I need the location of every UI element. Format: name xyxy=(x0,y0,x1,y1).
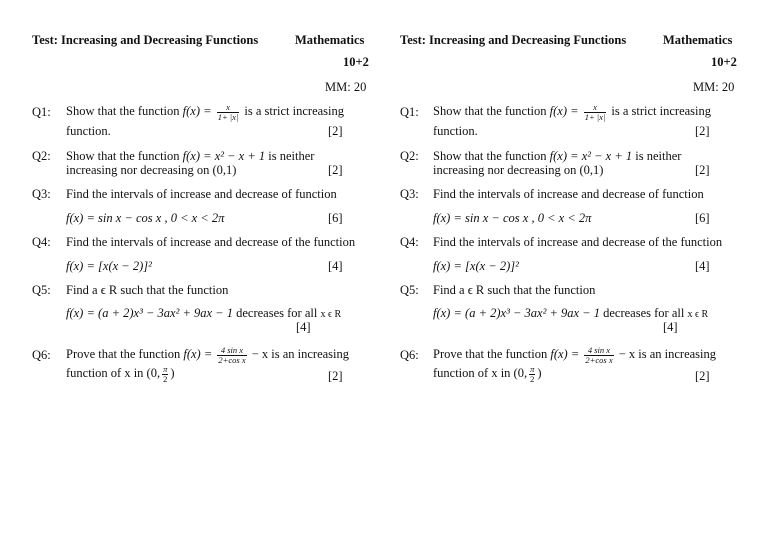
math-expression: f(x) = [x(x − 2)]² xyxy=(433,259,519,273)
question-6-line-2: function of x in (0, $\frac{\pi}{2}$ ) xyxy=(66,364,175,384)
fraction: $\frac{x}{1+ |x|}$ xyxy=(584,102,606,122)
question-number: Q4: xyxy=(32,235,51,249)
question-5-line-2: f(x) = (a + 2)x³ − 3ax² + 9ax − 1 decreases for all x ϵ R xyxy=(433,306,709,320)
math-expression: f(x) = (a + 2)x³ − 3ax² + 9ax − 1 xyxy=(66,306,233,320)
question-1-line-1: Show that the function f(x) = $\frac{x}{1+ |x|}$ is a strict increasing xyxy=(433,102,711,122)
question-number: Q3: xyxy=(400,187,419,201)
test-sheet-right xyxy=(400,0,745,543)
test-sheet-left xyxy=(32,0,377,543)
question-4-text: Find the intervals of increase and decrease of the function xyxy=(433,235,723,249)
question-6-line-1: Prove that the function f(x) = $\frac{\text{4 sin x}}{\text{2+cos x}}$ − x is an increasing xyxy=(433,345,717,365)
question-number: Q4: xyxy=(400,235,419,249)
math-expression: f(x) = sin x − cos x , 0 < x < 2π xyxy=(66,211,225,225)
question-3-text: Find the intervals of increase and decrease of function xyxy=(66,187,337,201)
question-6-line-1: Prove that the function f(x) = $\frac{\text{4 sin x}}{\text{2+cos x}}$ − x is an increasing xyxy=(66,345,350,365)
question-number: Q2: xyxy=(32,149,51,163)
question-number: Q5: xyxy=(400,283,419,297)
test-title: Test: Increasing and Decreasing Functions xyxy=(400,33,627,47)
marks: [4] xyxy=(663,320,678,334)
math-expression: f(x) = (a + 2)x³ − 3ax² + 9ax − 1 xyxy=(433,306,600,320)
question-number: Q3: xyxy=(32,187,51,201)
math-expression: f(x) = x² − x + 1 xyxy=(182,149,266,163)
question-number: Q1: xyxy=(400,105,419,119)
math-expression: f(x) = xyxy=(183,347,216,361)
marks: [2] xyxy=(695,163,710,177)
fraction: $\frac{\pi}{2}$ xyxy=(530,364,535,384)
question-5-text: Find a ϵ R such that the function xyxy=(433,283,596,297)
fraction: $\frac{\text{4 sin x}}{\text{2+cos x}}$ xyxy=(218,345,246,365)
math-expression: f(x) = xyxy=(549,104,582,118)
grade-label: 10+2 xyxy=(711,55,737,69)
marks: [2] xyxy=(328,163,343,177)
question-number: Q5: xyxy=(32,283,51,297)
question-6-line-2: function of x in (0, $\frac{\pi}{2}$ ) xyxy=(433,364,542,384)
fraction: $\frac{\text{4 sin x}}{\text{2+cos x}}$ xyxy=(585,345,613,365)
question-1-line-1: Show that the function f(x) = $\frac{x}{1+ |x|}$ is a strict increasing xyxy=(66,102,344,122)
question-number: Q6: xyxy=(400,348,419,362)
math-expression: f(x) = x² − x + 1 xyxy=(549,149,633,163)
marks: [4] xyxy=(328,259,343,273)
question-2-line-2: increasing nor decreasing on (0,1) xyxy=(433,163,604,177)
max-marks: MM: 20 xyxy=(693,80,735,94)
marks: [4] xyxy=(695,259,710,273)
question-2-line-2: increasing nor decreasing on (0,1) xyxy=(66,163,237,177)
marks: [2] xyxy=(328,369,343,383)
question-number: Q2: xyxy=(400,149,419,163)
fraction: $\frac{x}{1+ |x|}$ xyxy=(217,102,239,122)
question-number: Q6: xyxy=(32,348,51,362)
marks: [2] xyxy=(695,124,710,138)
question-number: Q1: xyxy=(32,105,51,119)
question-2-line-1: Show that the function f(x) = x² − x + 1 is neither xyxy=(66,149,315,163)
math-expression: f(x) = xyxy=(182,104,215,118)
question-4-text: Find the intervals of increase and decrease of the function xyxy=(66,235,356,249)
marks: [2] xyxy=(695,369,710,383)
subject-label: Mathematics xyxy=(663,33,733,47)
marks: [6] xyxy=(328,211,343,225)
question-5-line-2: f(x) = (a + 2)x³ − 3ax² + 9ax − 1 decreases for all x ϵ R xyxy=(66,306,342,320)
grade-label: 10+2 xyxy=(343,55,369,69)
question-1-line-2: function. xyxy=(66,124,111,138)
marks: [6] xyxy=(695,211,710,225)
marks: [2] xyxy=(328,124,343,138)
question-5-text: Find a ϵ R such that the function xyxy=(66,283,229,297)
math-expression: f(x) = xyxy=(550,347,583,361)
max-marks: MM: 20 xyxy=(325,80,367,94)
subject-label: Mathematics xyxy=(295,33,365,47)
question-3-text: Find the intervals of increase and decrease of function xyxy=(433,187,704,201)
fraction: $\frac{\pi}{2}$ xyxy=(163,364,168,384)
question-1-line-2: function. xyxy=(433,124,478,138)
test-title: Test: Increasing and Decreasing Functions xyxy=(32,33,259,47)
marks: [4] xyxy=(296,320,311,334)
math-expression: f(x) = sin x − cos x , 0 < x < 2π xyxy=(433,211,592,225)
math-expression: f(x) = [x(x − 2)]² xyxy=(66,259,152,273)
question-2-line-1: Show that the function f(x) = x² − x + 1 is neither xyxy=(433,149,682,163)
